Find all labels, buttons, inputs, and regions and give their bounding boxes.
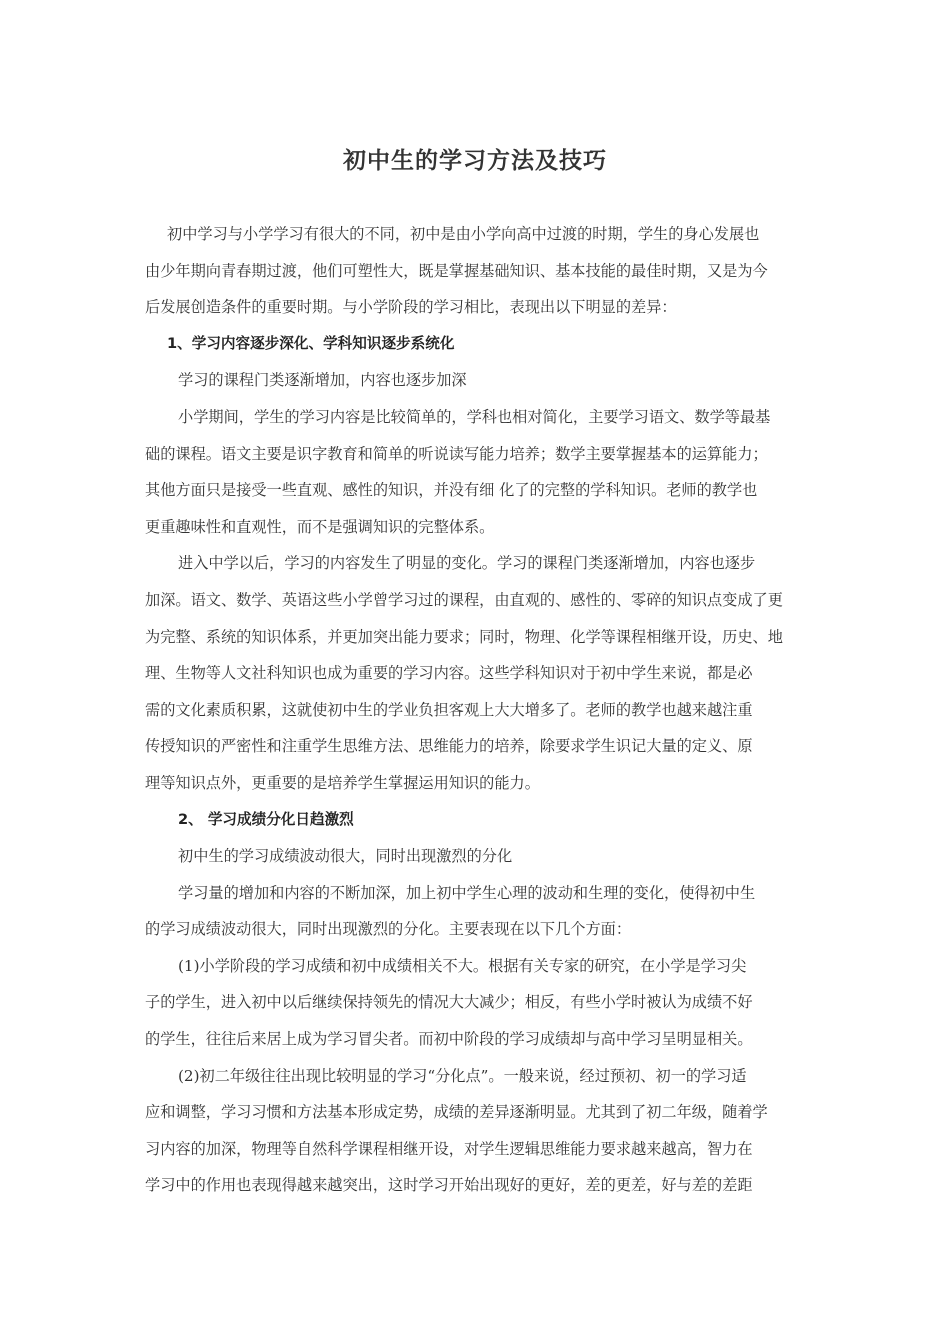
paragraph-line: 学习中的作用也表现得越来越突出，这时学习开始出现好的更好，差的更差，好与差的差距 [145, 1176, 753, 1195]
paragraph-line: 需的文化素质积累，这就使初中生的学业负担客观上大大增多了。老师的教学也越来越注重 [145, 700, 753, 719]
paragraph-line: 由少年期向青春期过渡，他们可塑性大，既是掌握基础知识、基本技能的最佳时期，又是为今 [145, 261, 768, 280]
paragraph-line: 子的学生，进入初中以后继续保持领先的情况大大减少；相反，有些小学时被认为成绩不好 [145, 993, 753, 1012]
paragraph-line: 的学习成绩波动很大，同时出现激烈的分化。主要表现在以下几个方面： [145, 920, 631, 939]
subheading-line: 初中生的学习成绩波动很大，同时出现激烈的分化 [178, 847, 513, 866]
document-body [145, 216, 810, 1204]
paragraph-line: 的学生，往往后来居上成为学习冒尖者。而初中阶段的学习成绩却与高中学习呈明显相关。 [145, 1030, 753, 1049]
paragraph-line: 小学期间，学生的学习内容是比较简单的，学科也相对简化，主要学习语文、数学等最基 [178, 407, 771, 426]
paragraph-line: 应和调整，学习习惯和方法基本形成定势，成绩的差异逐渐明显。尤其到了初二年级，随着学 [145, 1103, 768, 1122]
paragraph-line: 更重趣味性和直观性，而不是强调知识的完整体系。 [145, 517, 495, 536]
paragraph-line: 其他方面只是接受一些直观、感性的知识，并没有细 化了的完整的学科知识。老师的教学也 [145, 481, 758, 500]
paragraph-line: 学习量的增加和内容的不断加深，加上初中学生心理的波动和生理的变化，使得初中生 [178, 883, 756, 902]
subheading-line: 学习的课程门类逐渐增加，内容也逐步加深 [178, 371, 467, 390]
paragraph-line: (2)初二年级往往出现比较明显的学习“分化点”。一般来说，经过预初、初一的学习适 [178, 1066, 747, 1085]
section-heading: 1、学习内容逐步深化、学科知识逐步系统化 [167, 334, 455, 352]
paragraph-line: 初中学习与小学学习有很大的不同，初中是由小学向高中过渡的时期，学生的身心发展也 [167, 225, 760, 243]
paragraph-line: 传授知识的严密性和注重学生思维方法、思维能力的培养，除要求学生识记大量的定义、原 [145, 737, 753, 756]
paragraph-line: 进入中学以后，学习的内容发生了明显的变化。学习的课程门类逐渐增加，内容也逐步 [178, 554, 756, 573]
paragraph-line: 理、生物等人文社科知识也成为重要的学习内容。这些学科知识对于初中学生来说，都是必 [145, 664, 753, 683]
paragraph-line: (1)小学阶段的学习成绩和初中成绩相关不大。根据有关专家的研究，在小学是学习尖 [178, 956, 747, 975]
document-title: 初中生的学习方法及技巧 [343, 148, 607, 174]
section-heading: 2、 学习成绩分化日趋激烈 [178, 810, 354, 828]
paragraph-line: 为完整、系统的知识体系，并更加突出能力要求；同时，物理、化学等课程相继开设，历史、地 [145, 627, 783, 646]
paragraph-line: 理等知识点外，更重要的是培养学生掌握运用知识的能力。 [145, 773, 540, 792]
paragraph-line: 加深。语文、数学、英语这些小学曾学习过的课程，由直观的、感性的、零碎的知识点变成了更 [145, 590, 783, 609]
paragraph-line: 习内容的加深，物理等自然科学课程相继开设，对学生逻辑思维能力要求越来越高，智力在 [145, 1139, 753, 1158]
paragraph-line: 础的课程。语文主要是识字教育和简单的听说读写能力培养；数学主要掌握基本的运算能力； [145, 444, 768, 463]
paragraph-line: 后发展创造条件的重要时期。与小学阶段的学习相比，表现出以下明显的差异： [145, 298, 677, 317]
